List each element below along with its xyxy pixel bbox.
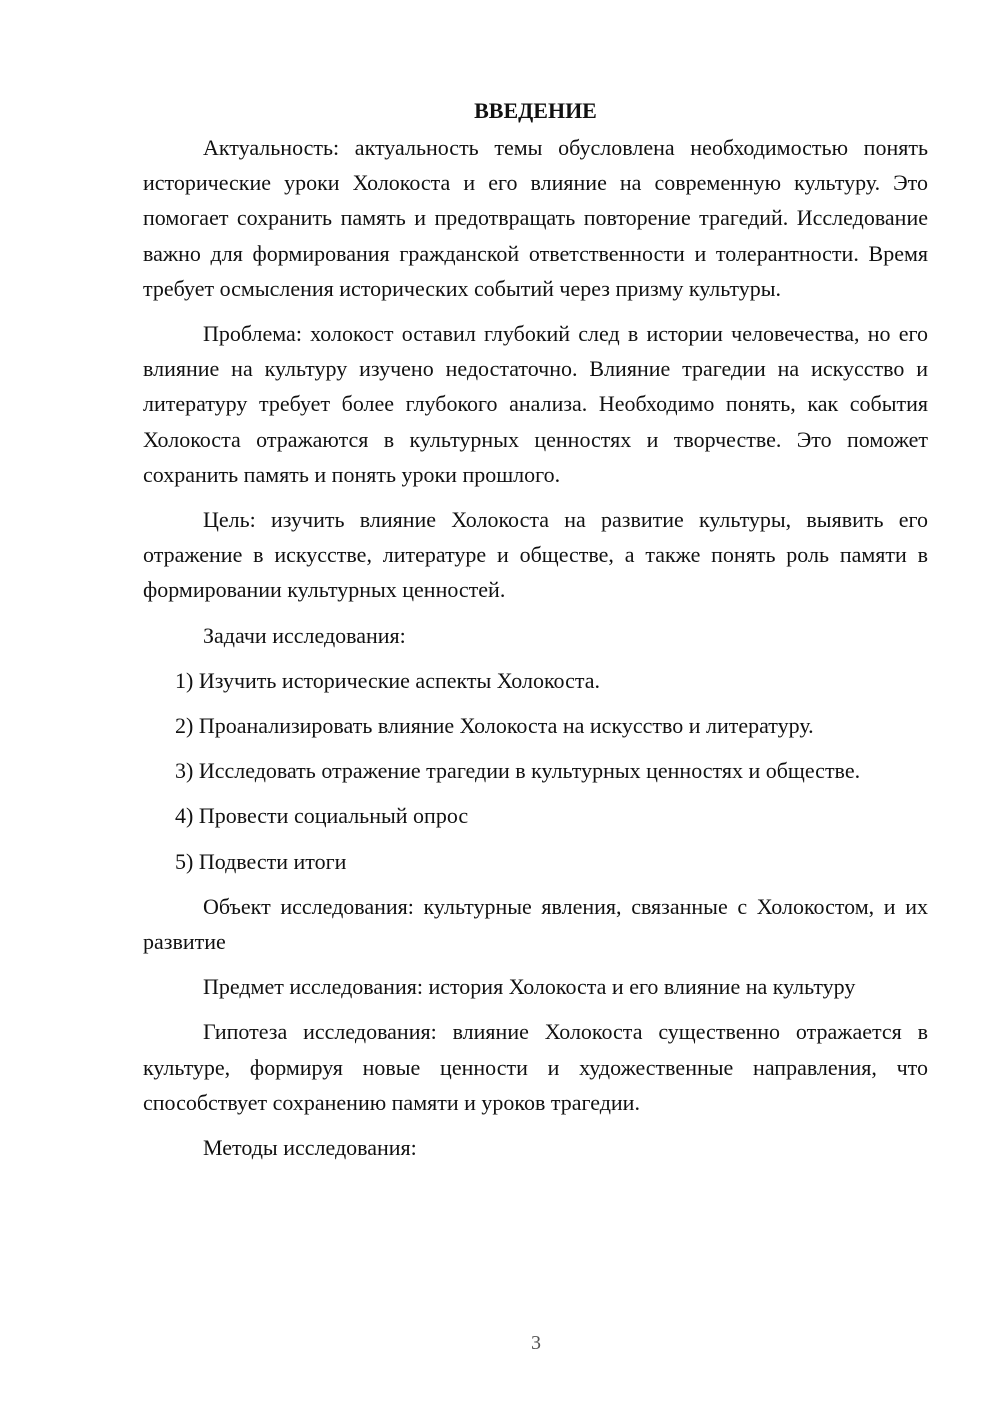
task-item-5: 5) Подвести итоги [175, 848, 347, 874]
methods-heading: Методы исследования: [203, 1135, 417, 1161]
relevance-paragraph: Актуальность: актуальность темы обусловлена необходимостью понять исторические уроки Холокоста и его влияние на современную культуру. Это помогает сохранить память и предотвращать повторение трагедий. Исследование важно для формирования гражданской ответственности и толерантности. Время требует осмысления исторических событий через призму культуры. [143, 135, 928, 301]
problem-paragraph: Проблема: холокост оставил глубокий след в истории человечества, но его влияние на культуру изучено недостаточно. Влияние трагедии на искусство и литературу требует более глубокого анализа. Необходимо понять, как события Холокоста отражаются в культурных ценностях и творчестве. Это поможет сохранить память и понять уроки прошлого. [143, 321, 928, 487]
goal-paragraph: Цель: изучить влияние Холокоста на развитие культуры, выявить его отражение в искусстве, литературе и обществе, а также понять роль памяти в формировании культурных ценностей. [143, 507, 928, 603]
subject-paragraph: Предмет исследования: история Холокоста и его влияние на культуру [203, 974, 856, 1000]
task-item-2: 2) Проанализировать влияние Холокоста на искусство и литературу. [175, 713, 814, 739]
object-paragraph: Объект исследования: культурные явления, связанные с Холокостом, и их развитие [143, 893, 928, 955]
page-body [143, 94, 928, 1165]
task-item-4: 4) Провести социальный опрос [175, 803, 469, 829]
task-item-1: 1) Изучить исторические аспекты Холокоста. [175, 667, 601, 693]
hypothesis-paragraph: Гипотеза исследования: влияние Холокоста существенно отражается в культуре, формируя новые ценности и художественные направления, что способствует сохранению памяти и уроков трагедии. [143, 1019, 928, 1115]
section-title: ВВЕДЕНИЕ [474, 98, 597, 123]
task-item-3: 3) Исследовать отражение трагедии в культурных ценностях и обществе. [175, 758, 861, 784]
page-number: 3 [531, 1332, 541, 1354]
tasks-heading: Задачи исследования: [203, 622, 406, 648]
